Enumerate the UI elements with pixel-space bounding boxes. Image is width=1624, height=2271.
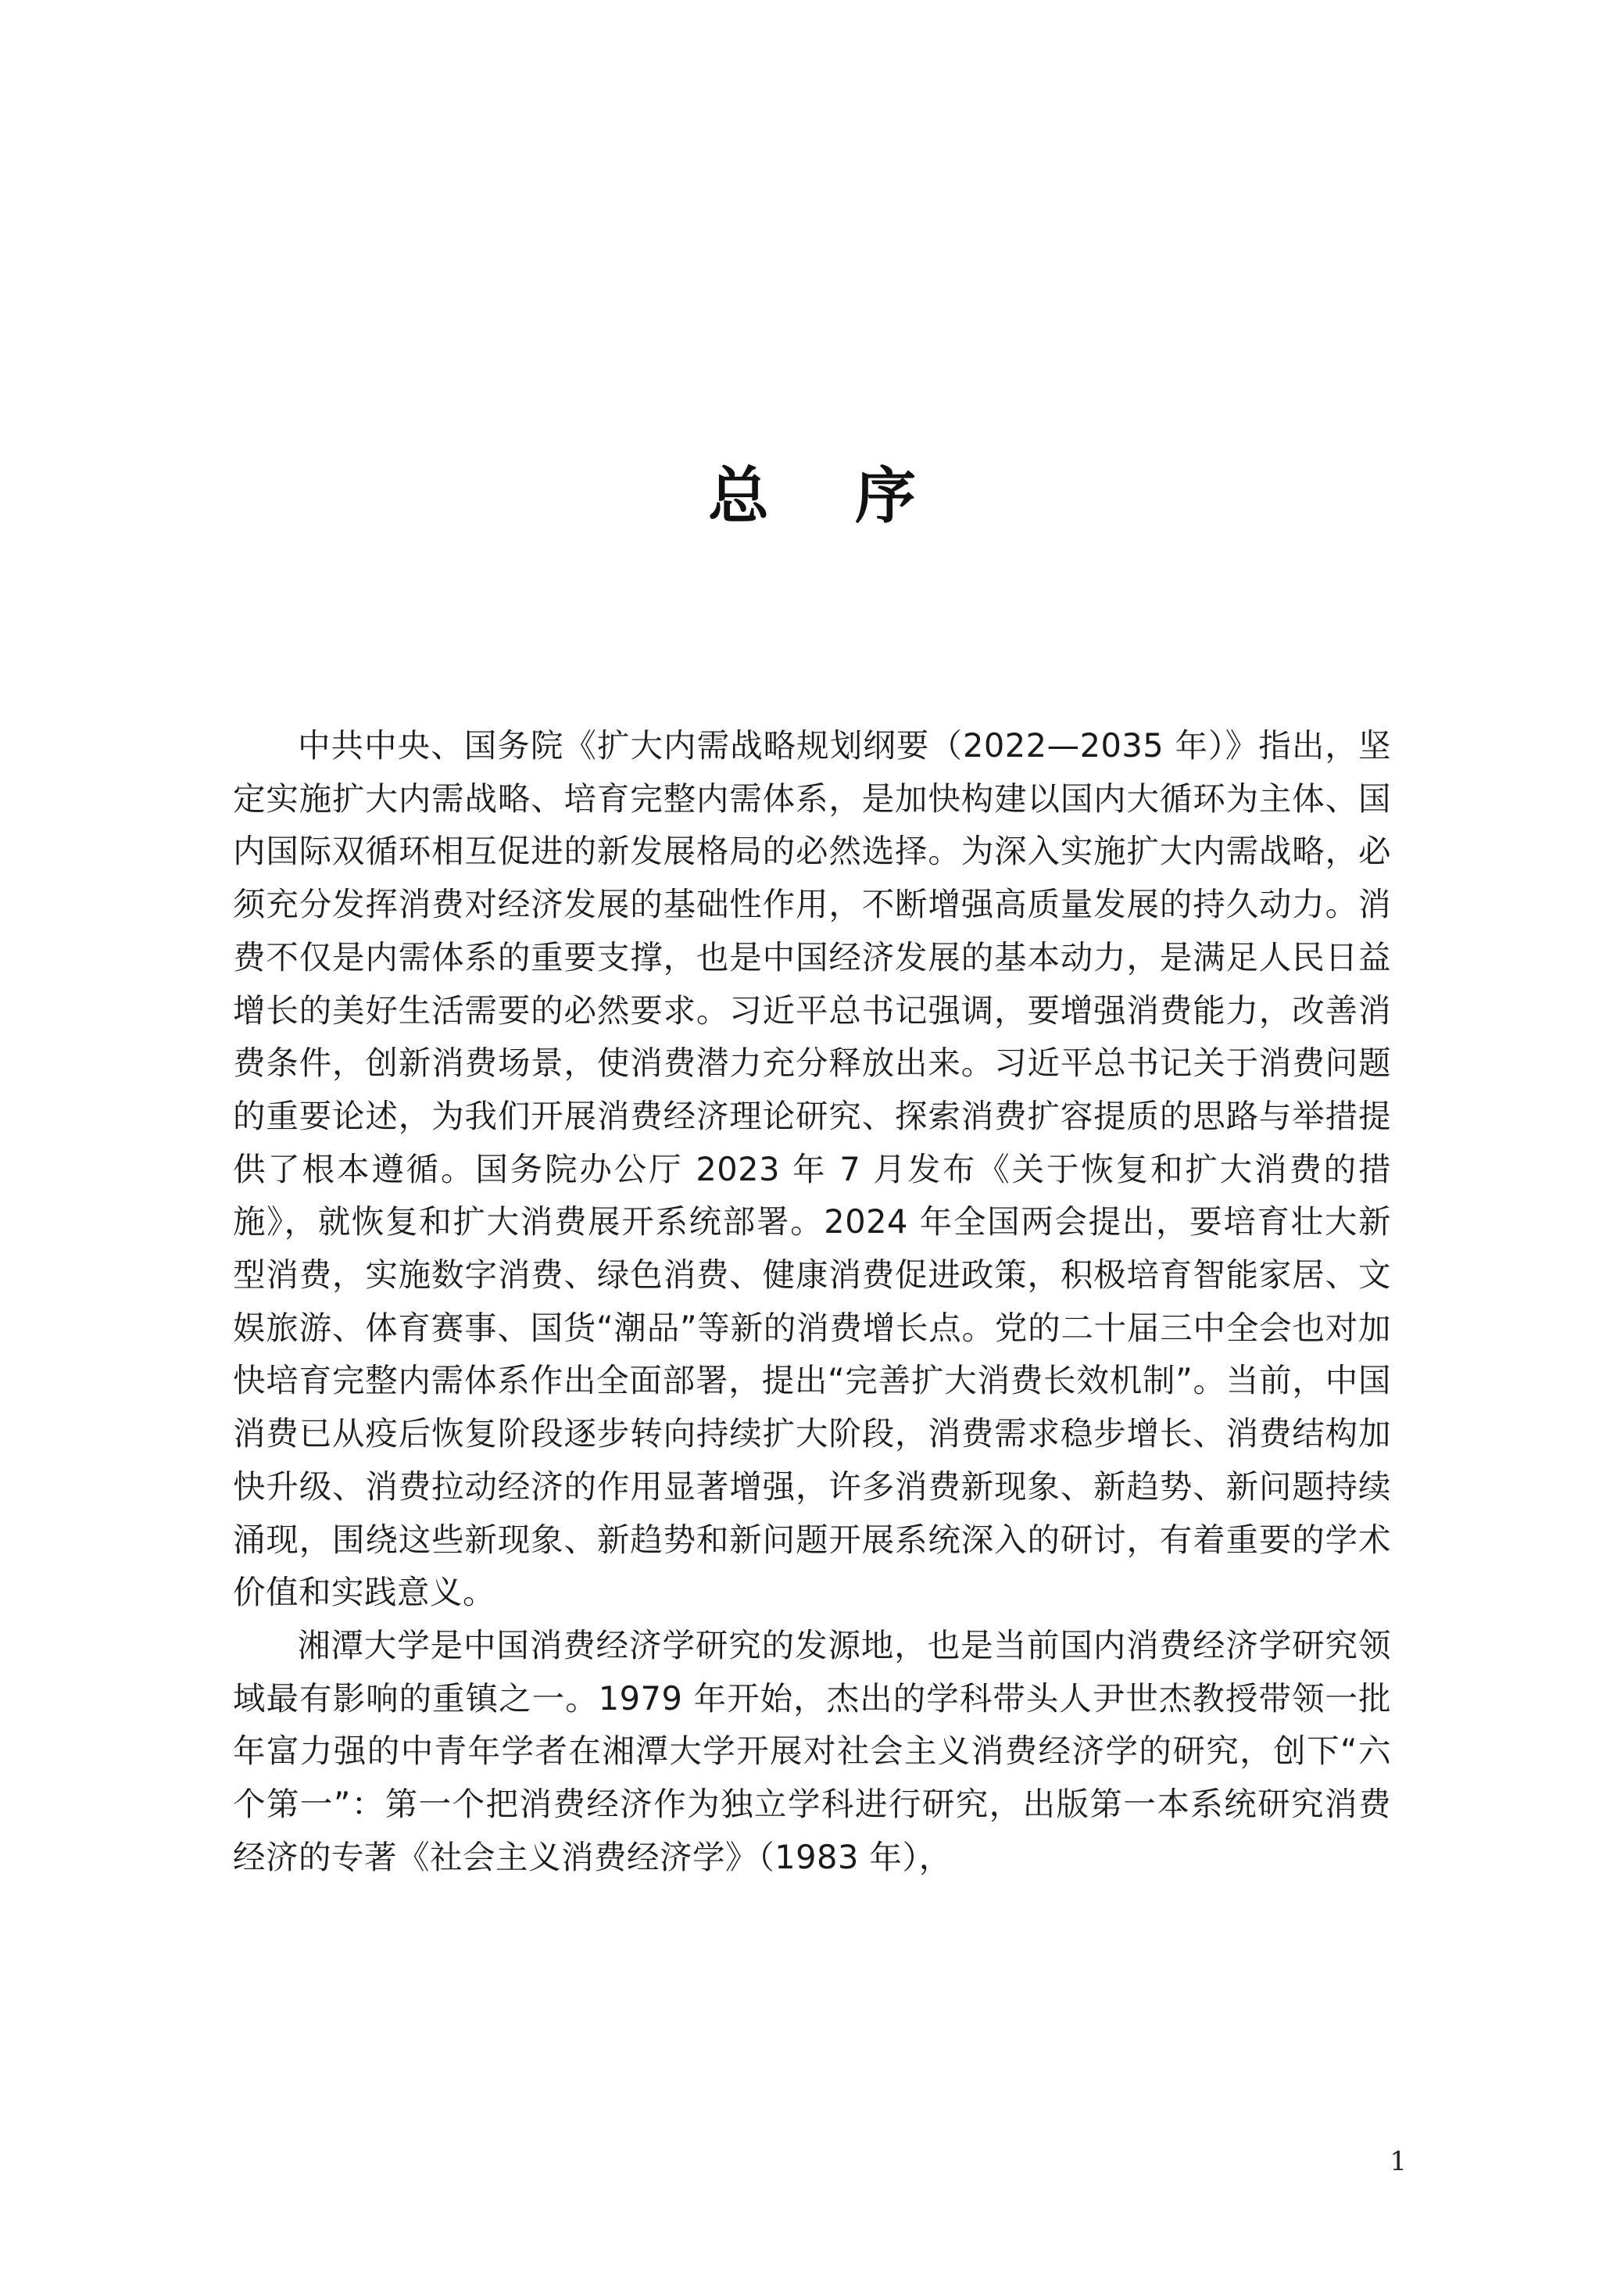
page-number: 1 [1390,2146,1407,2177]
paragraph-1: 中共中央、国务院《扩大内需战略规划纲要（2022—2035 年）》指出，坚定实施扩大内需战略、培育完整内需体系，是加快构建以国内大循环为主体、国内国际双循环相互促进的新发展格局的必然选择。为深入实施扩大内需战略，必须充分发挥消费对经济发展的基础性作用，不断增强高质量发展的持久动力。消费不仅是内需体系的重要支撑，也是中国经济发展的基本动力，是满足人民日益增长的美好生活需要的必然要求。习近平总书记强调，要增强消费能力，改善消费条件，创新消费场景，使消费潜力充分释放出来。习近平总书记关于消费问题的重要论述，为我们开展消费经济理论研究、探索消费扩容提质的思路与举措提供了根本遵循。国务院办公厅 2023 年 7 月发布《关于恢复和扩大消费的措施》，就恢复和扩大消费展开系统部署。2024 年全国两会提出，要培育壮大新型消费，实施数字消费、绿色消费、健康消费促进政策，积极培育智能家居、文娱旅游、体育赛事、国货“潮品”等新的消费增长点。党的二十届三中全会也对加快培育完整内需体系作出全面部署，提出“完善扩大消费长效机制”。当前，中国消费已从疫后恢复阶段逐步转向持续扩大阶段，消费需求稳步增长、消费结构加快升级、消费拉动经济的作用显著增强，许多消费新现象、新趋势、新问题持续涌现，围绕这些新现象、新趋势和新问题开展系统深入的研讨，有着重要的学术价值和实践意义。 [233,726,1391,1612]
body-text [233,719,1391,1883]
page-title: 总序 [707,460,1002,532]
paragraph-2: 湘潭大学是中国消费经济学研究的发源地，也是当前国内消费经济学研究领域最有影响的重镇之一。1979 年开始，杰出的学科带头人尹世杰教授带领一批年富力强的中青年学者在湘潭大学开展对社会主义消费经济学的研究，创下“六个第一”：第一个把消费经济作为独立学科进行研究，出版第一本系统研究消费经济的专著《社会主义消费经济学》（1983 年）， [233,1625,1391,1876]
